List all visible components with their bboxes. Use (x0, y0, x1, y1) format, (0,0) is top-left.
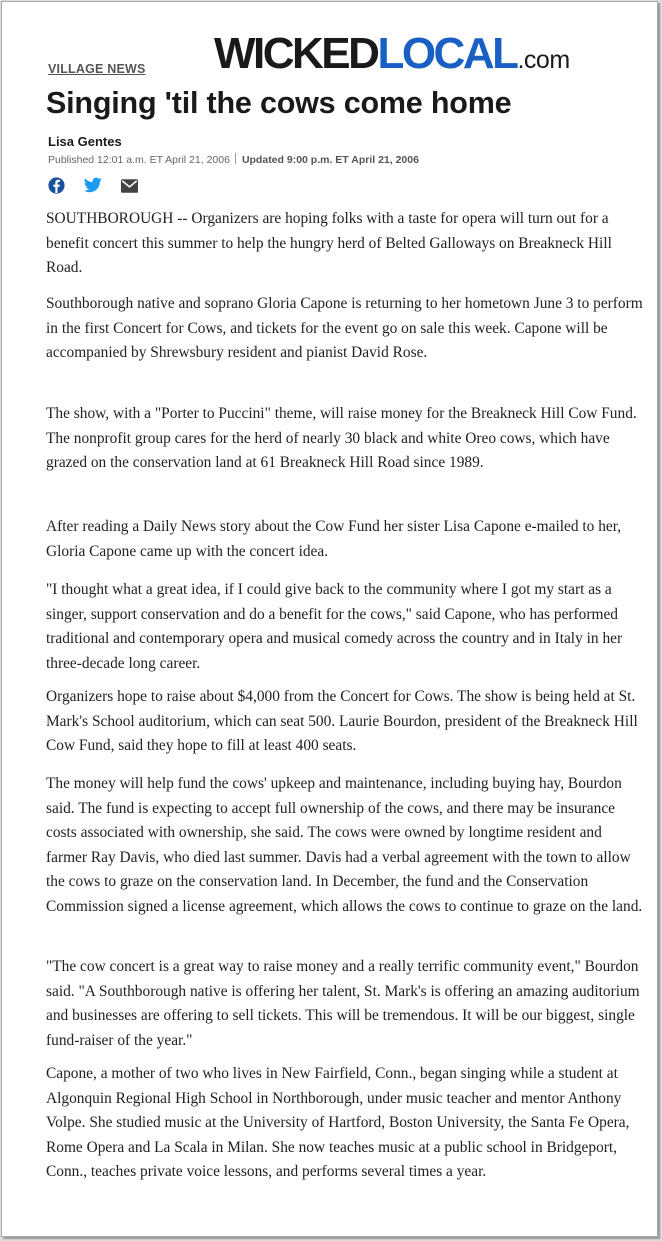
author-name: Lisa Gentes (48, 134, 122, 149)
facebook-icon[interactable] (48, 177, 66, 195)
section-link-village-news[interactable]: VILLAGE NEWS (48, 62, 146, 76)
logo-dotcom: .com (517, 46, 570, 74)
paragraph: "The cow concert is a great way to raise money and a really terrific community event," Bourdon said. "A Southborough native is offering her talent, St. Mark's is offering an amazing auditorium and businesses are offering to sell tickets. This will be tremendous. It will be our biggest, single fund-raiser of the year." (46, 958, 640, 1049)
site-logo[interactable] (214, 29, 570, 78)
paragraph: The show, with a "Porter to Puccini" theme, will raise money for the Breakneck Hill Cow Fund. The nonprofit group cares for the herd of nearly 30 black and white Oreo cows, which have grazed on the conservation land at 61 Breakneck Hill Road since 1989. (46, 405, 637, 472)
dateline-divider (235, 153, 236, 164)
article-dateline (48, 153, 419, 166)
paragraph: SOUTHBOROUGH -- Organizers are hoping folks with a taste for opera will turn out for a benefit concert this summer to help the hungry herd of Belted Galloways on Breakneck Hill Road. (46, 210, 612, 277)
logo-local: LOCAL (377, 29, 517, 78)
paragraph: The money will help fund the cows' upkeep and maintenance, including buying hay, Bourdon said. The fund is expecting to accept full ownership of the cows, and there may be insurance costs associated with ownership, she said. The cows were owned by longtime resident and farmer Ray Davis, who died last summer. Davis had a verbal agreement with the town to allow the cows to graze on the conservation land. In December, the fund and the Conservation Commission signed a license agreement, which allows the cows to continue to graze on the land. (46, 775, 643, 915)
paragraph: Southborough native and soprano Gloria Capone is returning to her hometown June 3 to perform in the first Concert for Cows, and tickets for the event go on sale this week. Capone will be accompanied by Shrewsbury resident and pianist David Rose. (46, 295, 643, 362)
email-icon[interactable] (121, 177, 139, 195)
paragraph: Organizers hope to raise about $4,000 from the Concert for Cows. The show is being held at St. Mark's School auditorium, which can seat 500. Laurie Bourdon, president of the Breakneck Hill Cow Fund, said they hope to fill at least 400 seats. (46, 688, 638, 755)
paragraph: Capone, a mother of two who lives in New Fairfield, Conn., began singing while a student at Algonquin Regional High School in Northborough, under music teacher and mentor Anthony Volpe. She studied music at the University of Hartford, Boston University, the Santa Fe Opera, Rome Opera and La Scala in Milan. She now teaches music at a public school in Bridgeport, Conn., teaches private voice lessons, and performs several times a year. (46, 1065, 630, 1181)
paragraph: After reading a Daily News story about the Cow Fund her sister Lisa Capone e-mailed to her, Gloria Capone came up with the concert idea. (46, 518, 622, 560)
twitter-icon[interactable] (84, 177, 102, 195)
logo-wicked: WICKED (214, 29, 378, 78)
updated-date: Updated 9:00 p.m. ET April 21, 2006 (241, 154, 419, 166)
paragraph: "I thought what a great idea, if I could give back to the community where I got my start as a singer, support conservation and do a benefit for the cows," said Capone, who has performed traditional and contemporary opera and musical comedy across the country and in Italy in her three-decade long career. (46, 581, 623, 672)
article-headline: Singing 'til the cows come home (46, 86, 512, 120)
article-page (1, 1, 658, 1237)
published-date: Published 12:01 a.m. ET April 21, 2006 (48, 154, 230, 166)
